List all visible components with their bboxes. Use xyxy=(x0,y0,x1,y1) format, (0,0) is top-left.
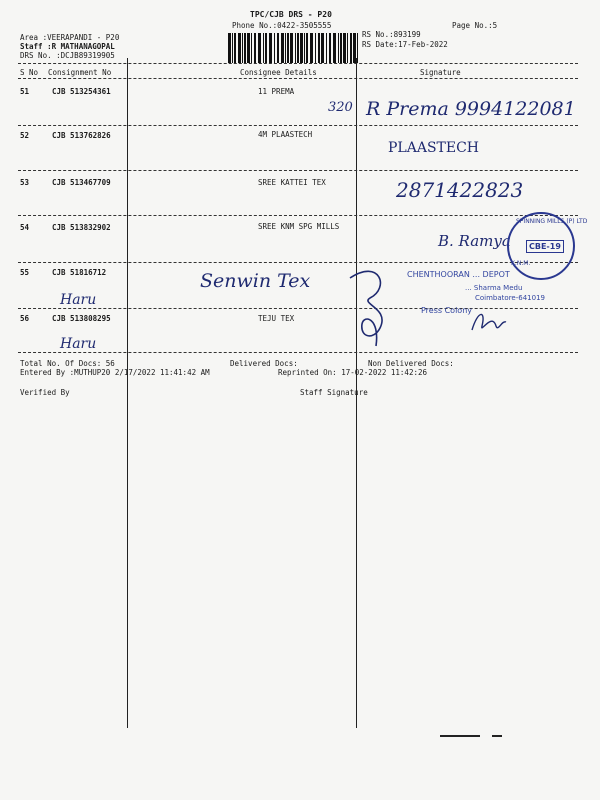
page-number: Page No.:5 xyxy=(452,21,498,30)
staff-label: Staff :R MATHANAGOPAL xyxy=(20,42,115,51)
barcode-bar xyxy=(333,33,336,63)
barcode-bar xyxy=(290,33,293,63)
non-delivered-docs: Non Delivered Docs: xyxy=(368,359,454,368)
row-sno: 54 xyxy=(20,223,30,232)
scan-mark xyxy=(492,735,502,737)
row-consignee: TEJU TEX xyxy=(258,314,295,323)
stamp-text: Coimbatore-641019 xyxy=(475,294,545,302)
barcode-bar xyxy=(297,33,299,63)
row-sno: 52 xyxy=(20,131,30,140)
barcode-bar xyxy=(265,33,267,63)
reprinted-on: Reprinted On: 17-02-2022 11:42:26 xyxy=(278,368,428,377)
barcode-bar xyxy=(238,33,241,63)
header-divider-bottom xyxy=(18,78,578,79)
rs-date: RS Date:17-Feb-2022 xyxy=(362,40,448,49)
row-consignee: 11 PREMA xyxy=(258,87,295,96)
handwritten-signature: R Prema 9994122081 xyxy=(366,98,576,120)
row-divider xyxy=(18,215,578,216)
handwritten-signature: 2871422823 xyxy=(396,178,524,202)
barcode-bar xyxy=(251,33,252,63)
scan-mark xyxy=(440,735,480,737)
barcode-bar xyxy=(304,33,305,63)
barcode-bar xyxy=(310,33,313,63)
barcode-bar xyxy=(343,33,346,63)
barcode-bar xyxy=(287,33,289,63)
column-sno: S No xyxy=(20,68,39,77)
barcode-bar xyxy=(321,33,324,63)
barcode-bar xyxy=(318,33,320,63)
barcode-bar xyxy=(269,33,272,63)
row-sno: 51 xyxy=(20,87,30,96)
barcode-bar xyxy=(242,33,243,63)
barcode-bar xyxy=(258,33,261,63)
phone-number: Phone No.:0422-3505555 xyxy=(232,21,332,30)
barcode-bar xyxy=(326,33,327,63)
barcode-bar xyxy=(254,33,256,63)
barcode-icon xyxy=(228,33,360,63)
barcode-bar xyxy=(228,33,231,63)
row-divider xyxy=(18,262,578,263)
handwritten-initials: Haru xyxy=(60,292,97,308)
barcode-bar xyxy=(357,33,358,63)
row-divider xyxy=(18,352,578,353)
area-label: Area :VEERAPANDI - P20 xyxy=(20,33,120,42)
row-consignee: SREE KNM SPG MILLS xyxy=(258,222,340,231)
staff-signature-label: Staff Signature xyxy=(300,388,368,397)
handwritten-initials: Haru xyxy=(60,336,97,352)
barcode-bar xyxy=(232,33,233,63)
row-consignment: CJB 513467709 xyxy=(52,178,111,187)
barcode-bar xyxy=(274,33,275,63)
verified-by-label: Verified By xyxy=(20,388,70,397)
depot-rect-stamp xyxy=(405,266,575,320)
column-consignee: Consignee Details xyxy=(240,68,317,77)
handwritten-signature: B. Ramya xyxy=(438,232,511,250)
barcode-bar xyxy=(295,33,296,63)
barcode-bar xyxy=(277,33,279,63)
barcode-bar xyxy=(340,33,342,63)
handwritten-number: 320 xyxy=(328,100,353,115)
barcode-bar xyxy=(300,33,303,63)
drs-number: DRS No. :DCJB89319905 xyxy=(20,51,115,60)
document-title: TPC/CJB DRS - P20 xyxy=(250,10,332,19)
barcode-bar xyxy=(306,33,308,63)
row-consignment: CJB 513832902 xyxy=(52,223,111,232)
stamp-text: SPINNING MILLS (P) LTD xyxy=(516,218,588,225)
stamp-text: CBE-19 xyxy=(526,240,564,253)
stamp-text: K.N.M. xyxy=(511,260,531,267)
barcode-bar xyxy=(347,33,348,63)
column-consignment: Consignment No xyxy=(48,68,112,77)
barcode-bar xyxy=(247,33,250,63)
total-docs: Total No. Of Docs: 56 xyxy=(20,359,115,368)
row-divider xyxy=(18,170,578,171)
row-sno: 53 xyxy=(20,178,30,187)
rs-number: RS No.:893199 xyxy=(362,30,421,39)
column-signature: Signature xyxy=(420,68,461,77)
barcode-bar xyxy=(244,33,246,63)
barcode-bar xyxy=(263,33,264,63)
barcode-bar xyxy=(315,33,316,63)
row-sno: 55 xyxy=(20,268,30,277)
column-line-left xyxy=(127,58,128,728)
row-divider xyxy=(18,125,578,126)
delivered-docs: Delivered Docs: xyxy=(230,359,298,368)
handwritten-signature: PLAASTECH xyxy=(388,140,480,156)
entered-by: Entered By :MUTHUP20 2/17/2022 11:41:42 AM xyxy=(20,368,210,377)
row-sno: 56 xyxy=(20,314,30,323)
row-consignment: CJB 513808295 xyxy=(52,314,111,323)
handwritten-consignee: Senwin Tex xyxy=(200,270,311,292)
row-consignee: 4M PLAASTECH xyxy=(258,130,313,139)
row-consignment: CJB 51816712 xyxy=(52,268,107,277)
barcode-bar xyxy=(285,33,286,63)
barcode-bar xyxy=(329,33,331,63)
barcode-bar xyxy=(234,33,236,63)
stamp-text: Press Colony xyxy=(421,306,472,315)
row-consignee: SREE KATTEI TEX xyxy=(258,178,326,187)
barcode-bar xyxy=(350,33,352,63)
signature-scribble-icon xyxy=(340,258,400,350)
header-divider-top xyxy=(18,63,578,64)
barcode-bar xyxy=(281,33,284,63)
row-consignment: CJB 513254361 xyxy=(52,87,111,96)
row-consignment: CJB 513762826 xyxy=(52,131,111,140)
stamp-text: ... Sharma Medu xyxy=(465,284,523,292)
stamp-text: CHENTHOORAN ... DEPOT xyxy=(407,270,510,279)
barcode-bar xyxy=(338,33,339,63)
